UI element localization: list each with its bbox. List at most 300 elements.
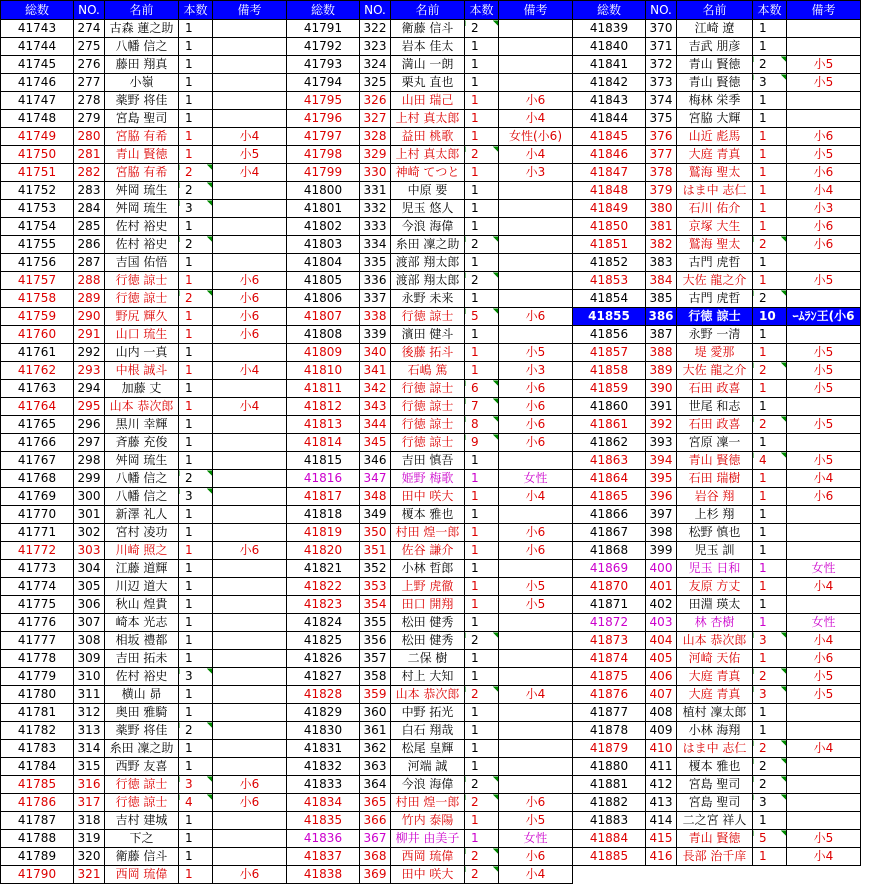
cell-total: 41775 [1, 596, 74, 614]
cell-note: 小6 [787, 488, 861, 506]
cell-note [213, 614, 287, 632]
cell-note [787, 776, 861, 794]
cell-name: 田口 開翔 [391, 596, 465, 614]
cell-no: 291 [74, 326, 105, 344]
cell-total: 41810 [287, 362, 360, 380]
cell-name: 榎本 雅也 [391, 506, 465, 524]
header-count: 本数 [465, 1, 499, 20]
cell-name: 薬野 将佳 [105, 92, 179, 110]
cell-count: 1 [179, 92, 213, 110]
cell-name: 藤田 翔真 [105, 56, 179, 74]
table-row [573, 542, 861, 560]
cell-name: 村田 煌一郎 [391, 794, 465, 812]
cell-name: 下之 [105, 830, 179, 848]
cell-no: 324 [360, 56, 391, 74]
cell-note: 小5 [499, 578, 573, 596]
cell-total: 41871 [573, 596, 646, 614]
cell-count: 1 [465, 110, 499, 128]
cell-note [787, 524, 861, 542]
cell-count: 1 [179, 830, 213, 848]
cell-name: 山本 恭次郎 [677, 632, 753, 650]
cell-note [499, 452, 573, 470]
cell-no: 337 [360, 290, 391, 308]
cell-count: 3 [179, 668, 213, 686]
table-row [573, 416, 861, 434]
cell-count: 1 [465, 614, 499, 632]
header-note: 備考 [213, 1, 287, 20]
cell-no: 377 [646, 146, 677, 164]
cell-count: 1 [753, 182, 787, 200]
table-row [287, 596, 573, 614]
cell-count: 2 [465, 632, 499, 650]
cell-count: 1 [179, 848, 213, 866]
cell-note [787, 758, 861, 776]
cell-total: 41829 [287, 704, 360, 722]
cell-name: 行徳 諒士 [105, 272, 179, 290]
cell-no: 386 [646, 308, 677, 326]
table-row [573, 524, 861, 542]
cell-note: 小5 [499, 344, 573, 362]
table-row [573, 452, 861, 470]
cell-total: 41838 [287, 866, 360, 884]
cell-no: 416 [646, 848, 677, 866]
cell-no: 407 [646, 686, 677, 704]
cell-total: 41806 [287, 290, 360, 308]
cell-count: 10 [753, 308, 787, 326]
cell-no: 338 [360, 308, 391, 326]
cell-note: 小6 [499, 794, 573, 812]
header-total: 総数 [573, 1, 646, 20]
cell-no: 399 [646, 542, 677, 560]
table-row [573, 110, 861, 128]
cell-note [213, 848, 287, 866]
cell-name: 宮脇 大輝 [677, 110, 753, 128]
cell-note: 女性 [499, 830, 573, 848]
cell-no: 341 [360, 362, 391, 380]
cell-total: 41824 [287, 614, 360, 632]
cell-note: 小6 [213, 866, 287, 884]
header-count: 本数 [179, 1, 213, 20]
cell-count: 5 [465, 308, 499, 326]
cell-name: 舛岡 琉生 [105, 200, 179, 218]
cell-note [787, 506, 861, 524]
cell-no: 357 [360, 650, 391, 668]
table-row [1, 506, 287, 524]
cell-count: 2 [179, 470, 213, 488]
table-row [287, 506, 573, 524]
cell-count: 1 [465, 668, 499, 686]
cell-name: 八幡 信之 [105, 38, 179, 56]
table-row [287, 776, 573, 794]
cell-count: 1 [465, 560, 499, 578]
table-row [573, 776, 861, 794]
cell-count: 1 [753, 524, 787, 542]
cell-name: 二保 樹 [391, 650, 465, 668]
cell-total: 41776 [1, 614, 74, 632]
cell-count: 1 [179, 380, 213, 398]
cell-total: 41880 [573, 758, 646, 776]
cell-total: 41746 [1, 74, 74, 92]
cell-no: 375 [646, 110, 677, 128]
cell-count: 1 [179, 398, 213, 416]
table-row [573, 668, 861, 686]
cell-no: 342 [360, 380, 391, 398]
cell-total: 41858 [573, 362, 646, 380]
cell-no: 390 [646, 380, 677, 398]
cell-total: 41795 [287, 92, 360, 110]
cell-note: 小4 [787, 848, 861, 866]
table-row [573, 704, 861, 722]
header-row [1, 1, 287, 20]
table-row [573, 38, 861, 56]
cell-no: 315 [74, 758, 105, 776]
cell-note: 小4 [213, 398, 287, 416]
cell-note [499, 254, 573, 272]
table-row [1, 830, 287, 848]
cell-total: 41811 [287, 380, 360, 398]
cell-note: 小5 [787, 830, 861, 848]
cell-note [213, 236, 287, 254]
cell-note [213, 254, 287, 272]
cell-count: 6 [465, 380, 499, 398]
table-row [573, 254, 861, 272]
cell-no: 333 [360, 218, 391, 236]
cell-name: 友原 方丈 [677, 578, 753, 596]
cell-count: 1 [179, 20, 213, 38]
cell-no: 334 [360, 236, 391, 254]
cell-name: 柳井 由美子 [391, 830, 465, 848]
cell-name: 行徳 諒士 [391, 308, 465, 326]
cell-total: 41745 [1, 56, 74, 74]
cell-note [499, 506, 573, 524]
cell-count: 2 [465, 866, 499, 884]
cell-total: 41873 [573, 632, 646, 650]
cell-name: 児玉 悠人 [391, 200, 465, 218]
cell-total: 41801 [287, 200, 360, 218]
cell-note: 小5 [499, 812, 573, 830]
cell-total: 41774 [1, 578, 74, 596]
table-row [573, 848, 861, 866]
cell-no: 346 [360, 452, 391, 470]
table-row [287, 704, 573, 722]
table-row [287, 452, 573, 470]
cell-note: 小6 [213, 326, 287, 344]
cell-count: 1 [465, 650, 499, 668]
cell-count: 1 [465, 524, 499, 542]
cell-count: 1 [465, 470, 499, 488]
cell-total: 41808 [287, 326, 360, 344]
cell-note [213, 740, 287, 758]
cell-name: 行徳 諒士 [391, 434, 465, 452]
cell-count: 1 [753, 506, 787, 524]
cell-note: 小6 [213, 794, 287, 812]
cell-no: 303 [74, 542, 105, 560]
cell-no: 275 [74, 38, 105, 56]
table-row [287, 578, 573, 596]
cell-no: 362 [360, 740, 391, 758]
cell-total: 41777 [1, 632, 74, 650]
cell-total: 41866 [573, 506, 646, 524]
cell-total: 41821 [287, 560, 360, 578]
cell-total: 41755 [1, 236, 74, 254]
table-row [573, 200, 861, 218]
cell-count: 1 [753, 470, 787, 488]
cell-no: 306 [74, 596, 105, 614]
table-row [1, 20, 287, 38]
table-row [1, 164, 287, 182]
cell-total: 41764 [1, 398, 74, 416]
cell-name: 田中 咲大 [391, 866, 465, 884]
cell-total: 41855 [573, 308, 646, 326]
table-row [573, 164, 861, 182]
cell-total: 41763 [1, 380, 74, 398]
cell-name: 石田 瑞樹 [677, 470, 753, 488]
cell-name: 八幡 信之 [105, 470, 179, 488]
cell-count: 4 [753, 452, 787, 470]
cell-no: 379 [646, 182, 677, 200]
table-row [573, 614, 861, 632]
table-row [1, 488, 287, 506]
table-row [287, 146, 573, 164]
cell-no: 285 [74, 218, 105, 236]
cell-name: 宮脇 有希 [105, 128, 179, 146]
cell-no: 289 [74, 290, 105, 308]
cell-no: 404 [646, 632, 677, 650]
cell-no: 383 [646, 254, 677, 272]
table-row [287, 614, 573, 632]
cell-total: 41876 [573, 686, 646, 704]
cell-name: 永野 一清 [677, 326, 753, 344]
cell-name: 行徳 諒士 [391, 380, 465, 398]
cell-no: 350 [360, 524, 391, 542]
table-row [573, 326, 861, 344]
cell-total: 41862 [573, 434, 646, 452]
cell-note [213, 632, 287, 650]
cell-name: 中根 誠斗 [105, 362, 179, 380]
table-row [287, 164, 573, 182]
cell-total: 41814 [287, 434, 360, 452]
cell-note [499, 740, 573, 758]
cell-note [213, 74, 287, 92]
cell-note: 小4 [787, 632, 861, 650]
table-row [573, 182, 861, 200]
cell-total: 41874 [573, 650, 646, 668]
cell-no: 321 [74, 866, 105, 884]
table-row [573, 290, 861, 308]
cell-count: 1 [753, 254, 787, 272]
cell-note: 小4 [787, 470, 861, 488]
table-row [1, 668, 287, 686]
cell-total: 41856 [573, 326, 646, 344]
cell-note [213, 434, 287, 452]
table-row [1, 650, 287, 668]
cell-total: 41883 [573, 812, 646, 830]
cell-no: 298 [74, 452, 105, 470]
cell-total: 41767 [1, 452, 74, 470]
cell-no: 387 [646, 326, 677, 344]
cell-count: 2 [179, 722, 213, 740]
cell-note: 小4 [213, 128, 287, 146]
cell-name: 松田 健秀 [391, 632, 465, 650]
cell-no: 312 [74, 704, 105, 722]
table-row [1, 812, 287, 830]
cell-total: 41865 [573, 488, 646, 506]
cell-note: 小4 [213, 164, 287, 182]
table-row [1, 74, 287, 92]
cell-no: 283 [74, 182, 105, 200]
cell-note [499, 182, 573, 200]
cell-note [499, 290, 573, 308]
cell-note [213, 182, 287, 200]
header-note: 備考 [499, 1, 573, 20]
table-row [1, 254, 287, 272]
table-row [573, 74, 861, 92]
table-row [287, 866, 573, 884]
cell-name: 八幡 信之 [105, 488, 179, 506]
cell-note: 小6 [213, 272, 287, 290]
table-row [287, 272, 573, 290]
cell-total: 41863 [573, 452, 646, 470]
cell-name: 吉武 朋彦 [677, 38, 753, 56]
cell-count: 8 [465, 416, 499, 434]
cell-name: 佐谷 謙介 [391, 542, 465, 560]
cell-count: 1 [465, 326, 499, 344]
cell-count: 2 [753, 236, 787, 254]
cell-no: 336 [360, 272, 391, 290]
cell-no: 354 [360, 596, 391, 614]
table-row [1, 362, 287, 380]
cell-name: 児玉 日和 [677, 560, 753, 578]
cell-total: 41791 [287, 20, 360, 38]
table-row [1, 524, 287, 542]
cell-note [213, 560, 287, 578]
cell-total: 41757 [1, 272, 74, 290]
cell-no: 382 [646, 236, 677, 254]
cell-count: 1 [465, 74, 499, 92]
cell-total: 41841 [573, 56, 646, 74]
cell-count: 1 [465, 740, 499, 758]
cell-total: 41790 [1, 866, 74, 884]
cell-count: 1 [179, 146, 213, 164]
table-row [287, 74, 573, 92]
cell-count: 1 [753, 488, 787, 506]
cell-count: 1 [753, 326, 787, 344]
cell-note [213, 686, 287, 704]
cell-no: 347 [360, 470, 391, 488]
cell-note [499, 560, 573, 578]
header-name: 名前 [105, 1, 179, 20]
cell-count: 2 [753, 776, 787, 794]
cell-count: 1 [465, 164, 499, 182]
cell-count: 3 [753, 794, 787, 812]
cell-count: 1 [179, 272, 213, 290]
table-row [1, 398, 287, 416]
cell-total: 41799 [287, 164, 360, 182]
cell-total: 41837 [287, 848, 360, 866]
cell-no: 384 [646, 272, 677, 290]
cell-no: 308 [74, 632, 105, 650]
cell-no: 371 [646, 38, 677, 56]
cell-no: 287 [74, 254, 105, 272]
cell-total: 41885 [573, 848, 646, 866]
table-row [287, 20, 573, 38]
cell-note: 女性 [787, 560, 861, 578]
cell-name: 今浪 海偉 [391, 218, 465, 236]
cell-note [213, 524, 287, 542]
cell-note [213, 200, 287, 218]
cell-note [213, 704, 287, 722]
cell-total: 41805 [287, 272, 360, 290]
cell-name: 青山 賢徳 [677, 452, 753, 470]
cell-count: 1 [179, 578, 213, 596]
cell-note: 小5 [787, 344, 861, 362]
cell-no: 366 [360, 812, 391, 830]
cell-name: 黒川 幸輝 [105, 416, 179, 434]
cell-count: 1 [179, 524, 213, 542]
cell-note [787, 92, 861, 110]
cell-name: 松野 慎也 [677, 524, 753, 542]
cell-name: 吉田 慎吾 [391, 452, 465, 470]
cell-no: 314 [74, 740, 105, 758]
cell-total: 41817 [287, 488, 360, 506]
table-row [287, 380, 573, 398]
cell-name: 山田 瑞己 [391, 92, 465, 110]
cell-count: 4 [179, 794, 213, 812]
cell-note: 小6 [499, 848, 573, 866]
header-total: 総数 [1, 1, 74, 20]
cell-name: 岩本 佳太 [391, 38, 465, 56]
cell-no: 398 [646, 524, 677, 542]
cell-no: 307 [74, 614, 105, 632]
cell-total: 41846 [573, 146, 646, 164]
cell-name: 渡部 翔太郎 [391, 272, 465, 290]
cell-total: 41754 [1, 218, 74, 236]
cell-count: 1 [753, 614, 787, 632]
record-table-3 [572, 0, 861, 866]
cell-name: 青山 賢徳 [105, 146, 179, 164]
table-row [1, 866, 287, 884]
table-row [287, 344, 573, 362]
cell-count: 1 [465, 488, 499, 506]
table-row [1, 146, 287, 164]
cell-total: 41822 [287, 578, 360, 596]
table-row [1, 740, 287, 758]
cell-no: 319 [74, 830, 105, 848]
cell-count: 2 [753, 740, 787, 758]
cell-count: 1 [753, 200, 787, 218]
cell-count: 1 [465, 254, 499, 272]
table-row [1, 722, 287, 740]
cell-name: 中原 要 [391, 182, 465, 200]
cell-name: 堤 愛那 [677, 344, 753, 362]
cell-no: 355 [360, 614, 391, 632]
cell-count: 1 [753, 650, 787, 668]
cell-no: 309 [74, 650, 105, 668]
cell-note: 小5 [787, 686, 861, 704]
cell-count: 1 [179, 362, 213, 380]
cell-total: 41758 [1, 290, 74, 308]
cell-note: 女性(小6) [499, 128, 573, 146]
cell-count: 2 [753, 416, 787, 434]
cell-note [213, 92, 287, 110]
table-row [1, 38, 287, 56]
cell-total: 41884 [573, 830, 646, 848]
cell-no: 363 [360, 758, 391, 776]
cell-total: 41878 [573, 722, 646, 740]
table-row [287, 218, 573, 236]
cell-total: 41778 [1, 650, 74, 668]
cell-count: 1 [465, 56, 499, 74]
